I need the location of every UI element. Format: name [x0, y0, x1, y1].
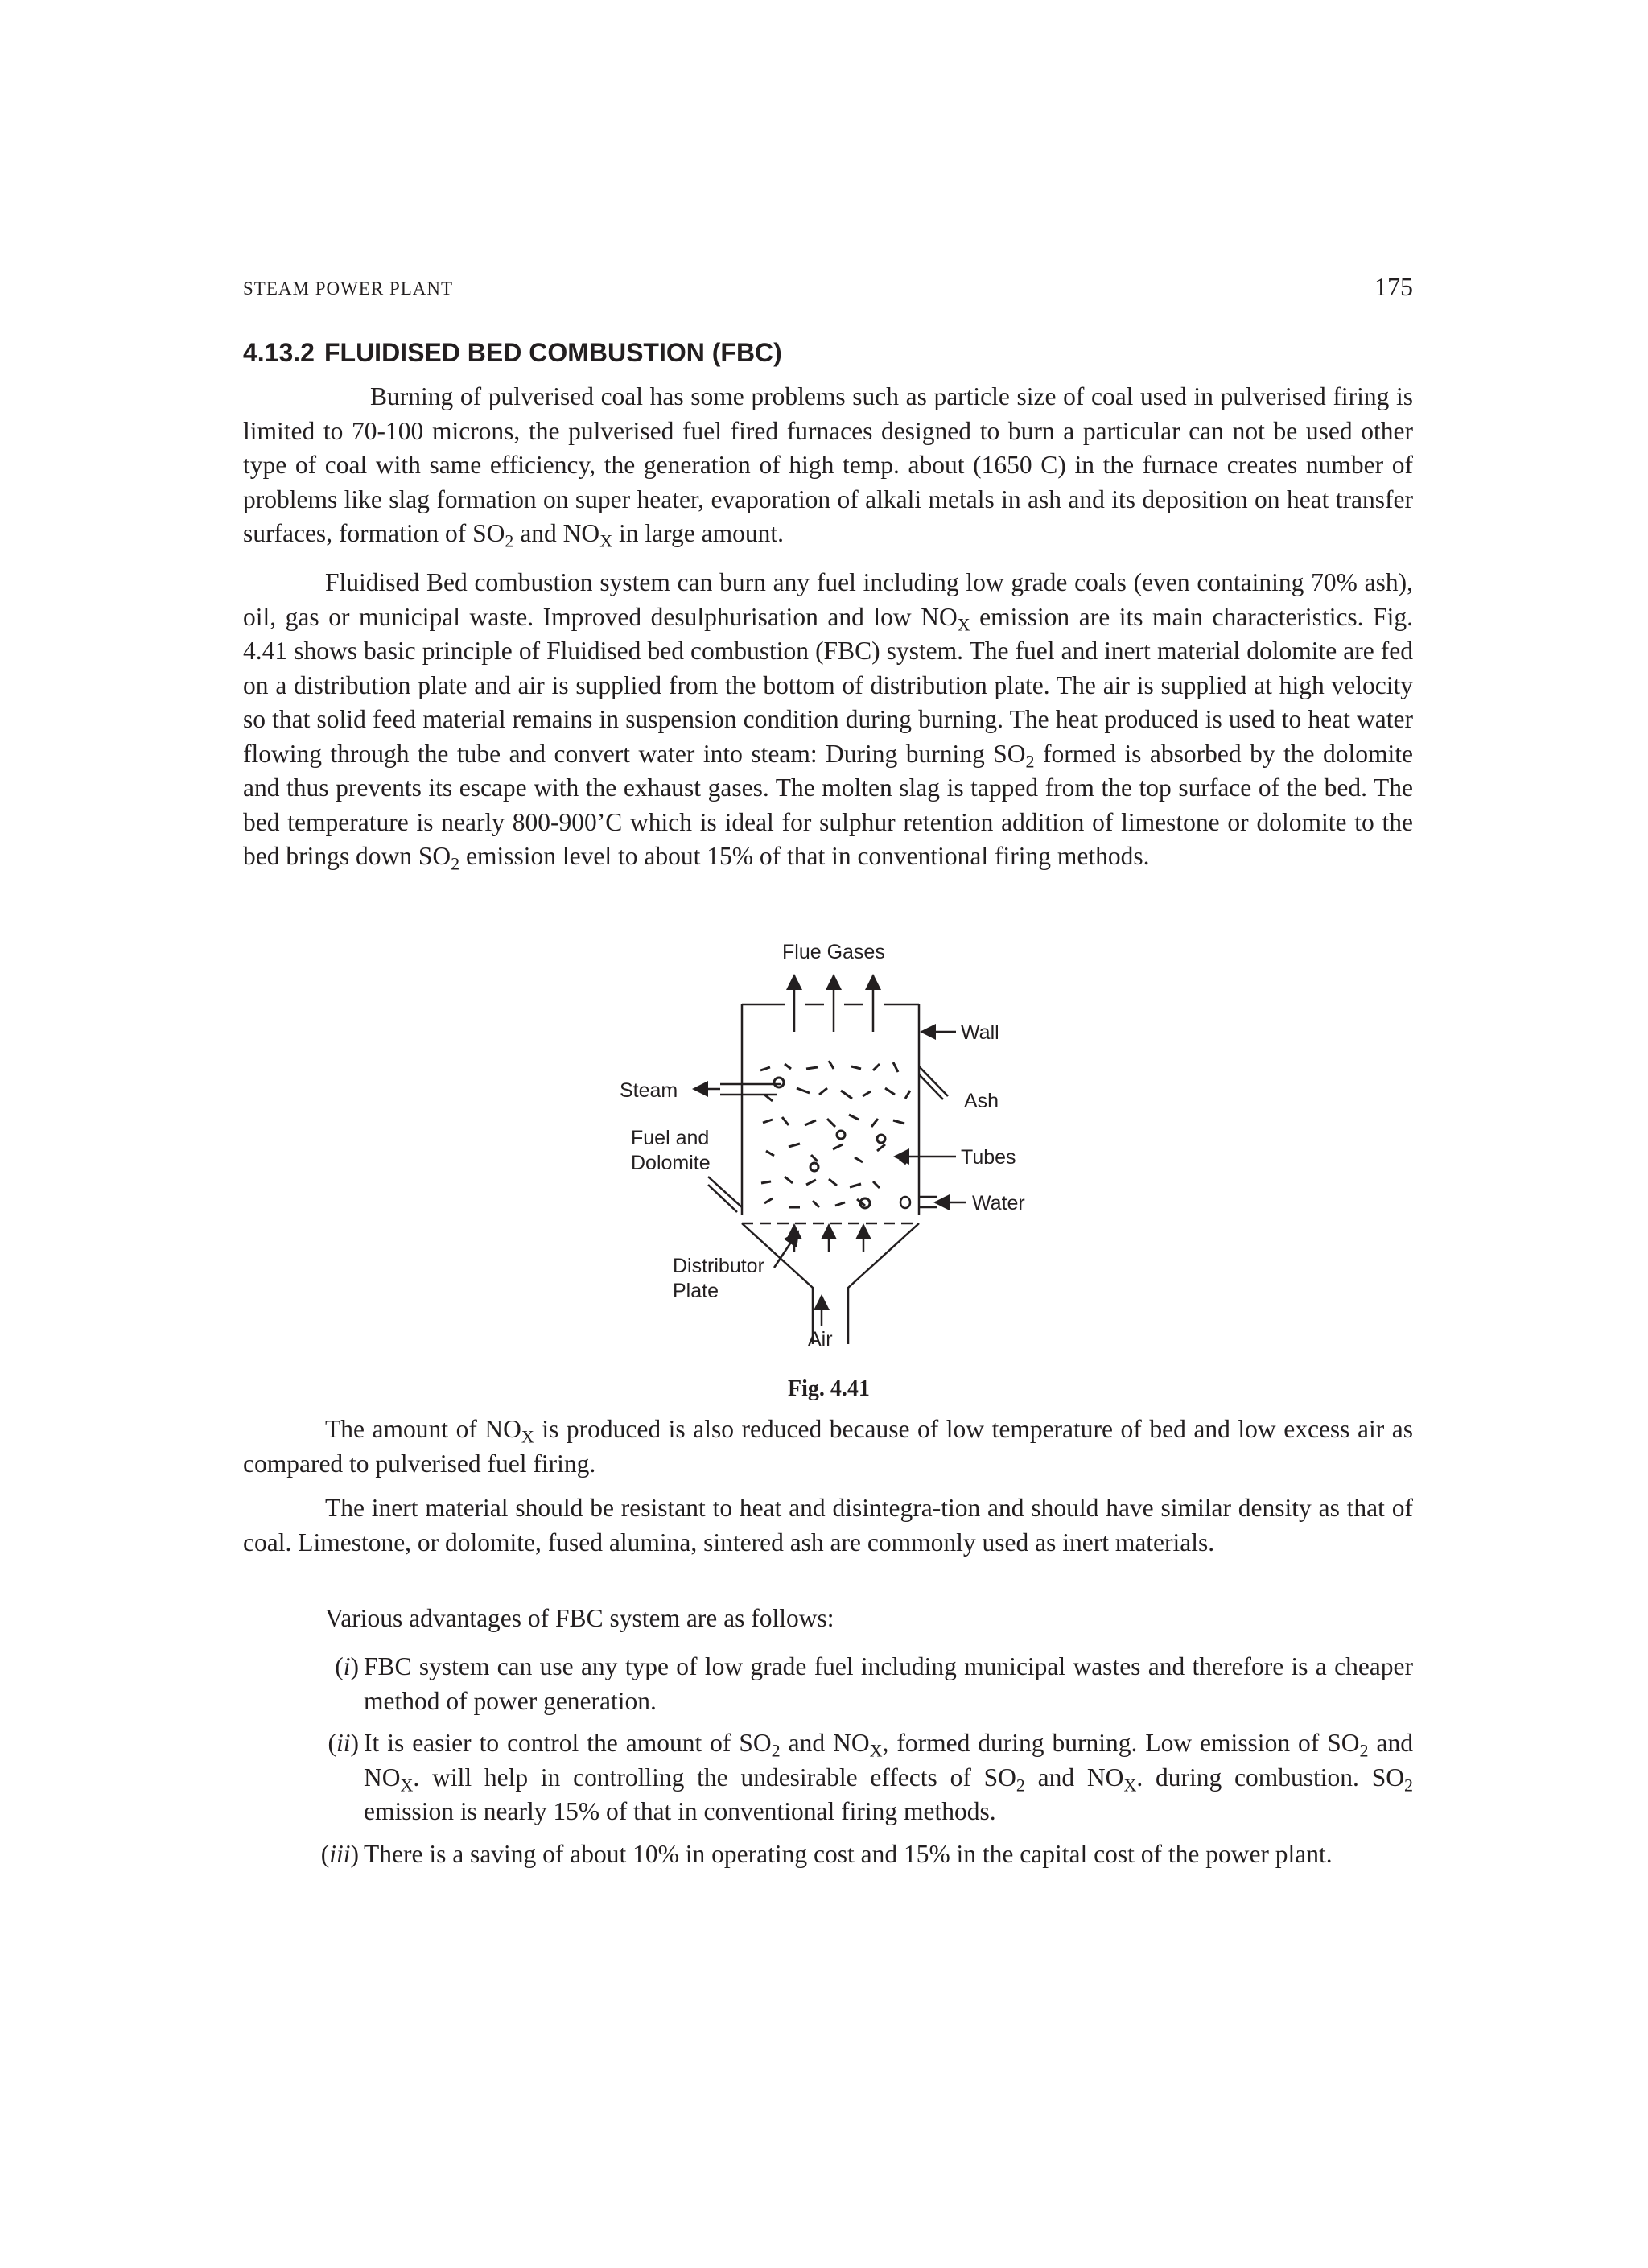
list-marker: (i)	[335, 1652, 359, 1680]
label-plate: Plate	[673, 1280, 719, 1302]
bed-particles	[760, 1061, 910, 1208]
figure-caption: Fig. 4.41	[788, 1376, 870, 1401]
label-tubes: Tubes	[961, 1146, 1016, 1169]
paragraph-nox-reduction: The amount of $NO_X$ is produced is also reduced because of low temperature of bed and low excess air as compared to pulverised fuel firing.	[243, 1415, 1413, 1478]
advantages-list	[243, 1650, 1413, 1879]
steam-pipe	[720, 1084, 781, 1095]
list-item: (iii) There is a saving of about 10% in operating cost and 15% in the capital cost of the power plant.	[243, 1837, 1413, 1872]
label-flue-gases: Flue Gases	[782, 941, 885, 963]
page-number: 175	[1374, 272, 1413, 301]
paragraph-pulverised-problems: Burning of pulverised coal has some problems such as particle size of coal used in pulverised firing is limited to 70-100 microns, the pulverised fuel fired furnaces designed to burn a particular can not be used other type of coal with same efficiency, the generation of high temp. about (1650 C) in the furnace creates number of problems like slag formation on super heater, evaporation of alkali metals in ash and its deposition on heat transfer surfaces, formation of $SO_2$ and $NO_X$ in large amount.	[243, 382, 1413, 551]
running-head: STEAM POWER PLANT	[243, 278, 454, 299]
list-marker: (iii)	[320, 1839, 359, 1868]
label-dolomite: Dolomite	[631, 1152, 711, 1174]
fuel-chute	[708, 1177, 742, 1212]
list-item: (i) FBC system can use any type of low grade fuel including municipal wastes and therefore is a cheaper method of power generation.	[243, 1650, 1413, 1718]
label-air: Air	[808, 1328, 833, 1350]
hopper-left	[742, 1223, 813, 1344]
paragraph-fbc-principle: Fluidised Bed combustion system can burn any fuel including low grade coals (even containing 70% ash), oil, gas or municipal waste. Improved desulphurisation and low $NO_X$ emission are its main characteristics. Fig. 4.41 shows basic principle of Fluidised bed combustion (FBC) system. The fuel and inert material dolomite are fed on a distribution plate and air is supplied from the bottom of distribution plate. The air is supplied at high velocity so that solid feed material remains in suspension condition during burning. The heat produced is used to heat water flowing through the tube and convert water into steam: During burning $SO_2$ formed is absorbed by the dolomite and thus prevents its escape with the exhaust gases. The molten slag is tapped from the top surface of the bed. The bed temperature is nearly 800-900’C which is ideal for sulphur retention addition of limestone or dolomite to the bed brings down $SO_2$ emission level to about 15% of that in conventional firing methods.	[243, 568, 1413, 874]
label-fuel-and: Fuel and	[631, 1127, 710, 1149]
label-distributor: Distributor	[673, 1255, 764, 1277]
section-title: FLUIDISED BED COMBUSTION (FBC)	[323, 338, 782, 367]
list-marker: (ii)	[328, 1729, 359, 1757]
label-water: Water	[972, 1192, 1025, 1214]
paragraph-inert-material: The inert material should be resistant to heat and disintegra-tion and should have similar density as that of coal. Limestone, or dolomite, fused alumina, sintered ash are commonly used as inert materials.	[243, 1494, 1413, 1557]
paragraph-advantages-intro: Various advantages of FBC system are as follows:	[325, 1604, 834, 1632]
ash-chute	[919, 1066, 948, 1099]
water-pipe	[919, 1197, 937, 1207]
label-ash: Ash	[964, 1090, 999, 1112]
label-wall: Wall	[961, 1021, 999, 1044]
label-steam: Steam	[620, 1079, 678, 1102]
list-item: (ii) It is easier to control the amount of $SO_2$ and $NO_X$, formed during burning. Low emission of $SO_2$ and $NO_X$. will help in controlling the undesirable effects of $SO_2$ and $NO_X$. during combustion. $SO_2$ emission is nearly 15% of that in conventional firing methods.	[243, 1726, 1413, 1829]
water-pipe-end	[900, 1197, 910, 1208]
hopper-right	[848, 1223, 919, 1344]
section-number: 4.13.2	[243, 338, 315, 367]
